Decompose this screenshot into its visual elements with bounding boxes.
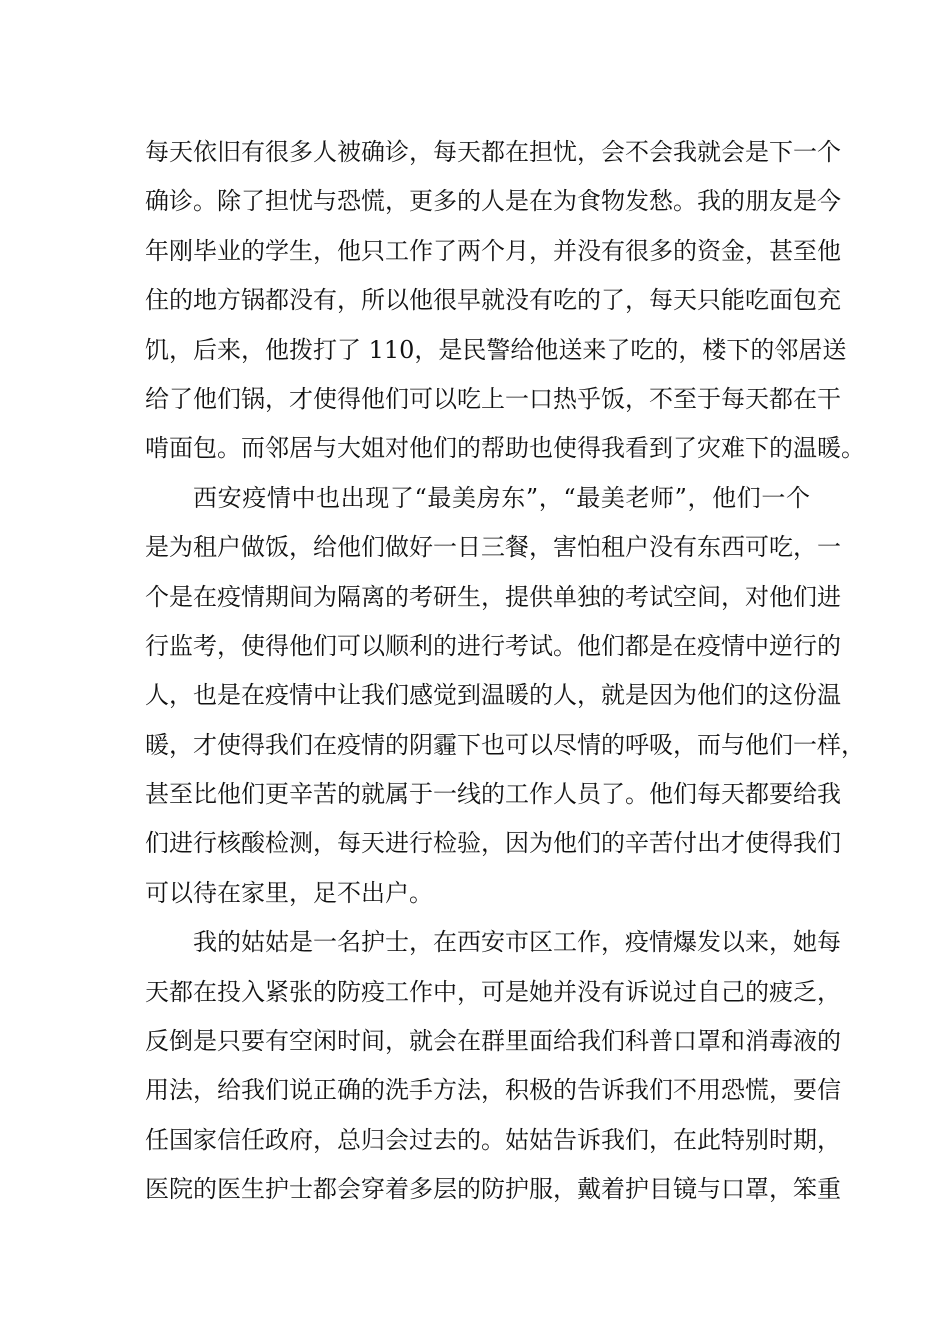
paragraph-3 <box>145 918 841 1214</box>
text-line: 饥，后来，他拨打了 110，是民警给他送来了吃的，楼下的邻居送 <box>145 335 847 364</box>
text-line: 甚至比他们更辛苦的就属于一线的工作人员了。他们每天都要给我 <box>145 780 841 809</box>
text-line: 反倒是只要有空闲时间，就会在群里面给我们科普口罩和消毒液的 <box>145 1027 841 1056</box>
text-line: 每天依旧有很多人被确诊，每天都在担忧，会不会我就会是下一个 <box>145 138 841 166</box>
text-line: 人，也是在疫情中让我们感觉到温暖的人，就是因为他们的这份温 <box>145 681 841 710</box>
text-line: 住的地方锅都没有，所以他很早就没有吃的了，每天只能吃面包充 <box>145 286 841 315</box>
text-line: 给了他们锅，才使得他们可以吃上一口热乎饭，不至于每天都在干 <box>145 384 841 413</box>
text-line: 确诊。除了担忧与恐慌，更多的人是在为食物发愁。我的朋友是今 <box>145 187 841 216</box>
text-line: 年刚毕业的学生，他只工作了两个月，并没有很多的资金，甚至他 <box>145 236 841 265</box>
text-line: 天都在投入紧张的防疫工作中，可是她并没有诉说过自己的疲乏， <box>145 977 841 1006</box>
text-line: 可以待在家里，足不出户。 <box>145 878 433 907</box>
text-line: 医院的医生护士都会穿着多层的防护服，戴着护目镜与口罩，笨重 <box>145 1175 841 1204</box>
text-line: 我的姑姑是一名护士，在西安市区工作，疫情爆发以来，她每 <box>193 928 841 957</box>
text-line: 暖，才使得我们在疫情的阴霾下也可以尽情的呼吸，而与他们一样， <box>145 730 865 759</box>
text-line: 任国家信任政府，总归会过去的。姑姑告诉我们，在此特别时期， <box>145 1125 841 1154</box>
text-line: 啃面包。而邻居与大姐对他们的帮助也使得我看到了灾难下的温暖。 <box>145 434 865 463</box>
text-line: 行监考，使得他们可以顺利的进行考试。他们都是在疫情中逆行的 <box>145 631 841 660</box>
text-line: 们进行核酸检测，每天进行检验，因为他们的辛苦付出才使得我们 <box>145 829 841 858</box>
text-line: 用法，给我们说正确的洗手方法，积极的告诉我们不用恐慌，要信 <box>145 1076 841 1105</box>
text-line: 个是在疫情期间为隔离的考研生，提供单独的考试空间，对他们进 <box>145 582 841 611</box>
text-line: 是为租户做饭，给他们做好一日三餐，害怕租户没有东西可吃，一 <box>145 533 841 562</box>
text-line: 西安疫情中也出现了“最美房东”，“最美老师”，他们一个 <box>193 483 810 512</box>
paragraph-1 <box>145 128 865 474</box>
body-text <box>145 128 865 1215</box>
paragraph-2 <box>145 474 865 919</box>
